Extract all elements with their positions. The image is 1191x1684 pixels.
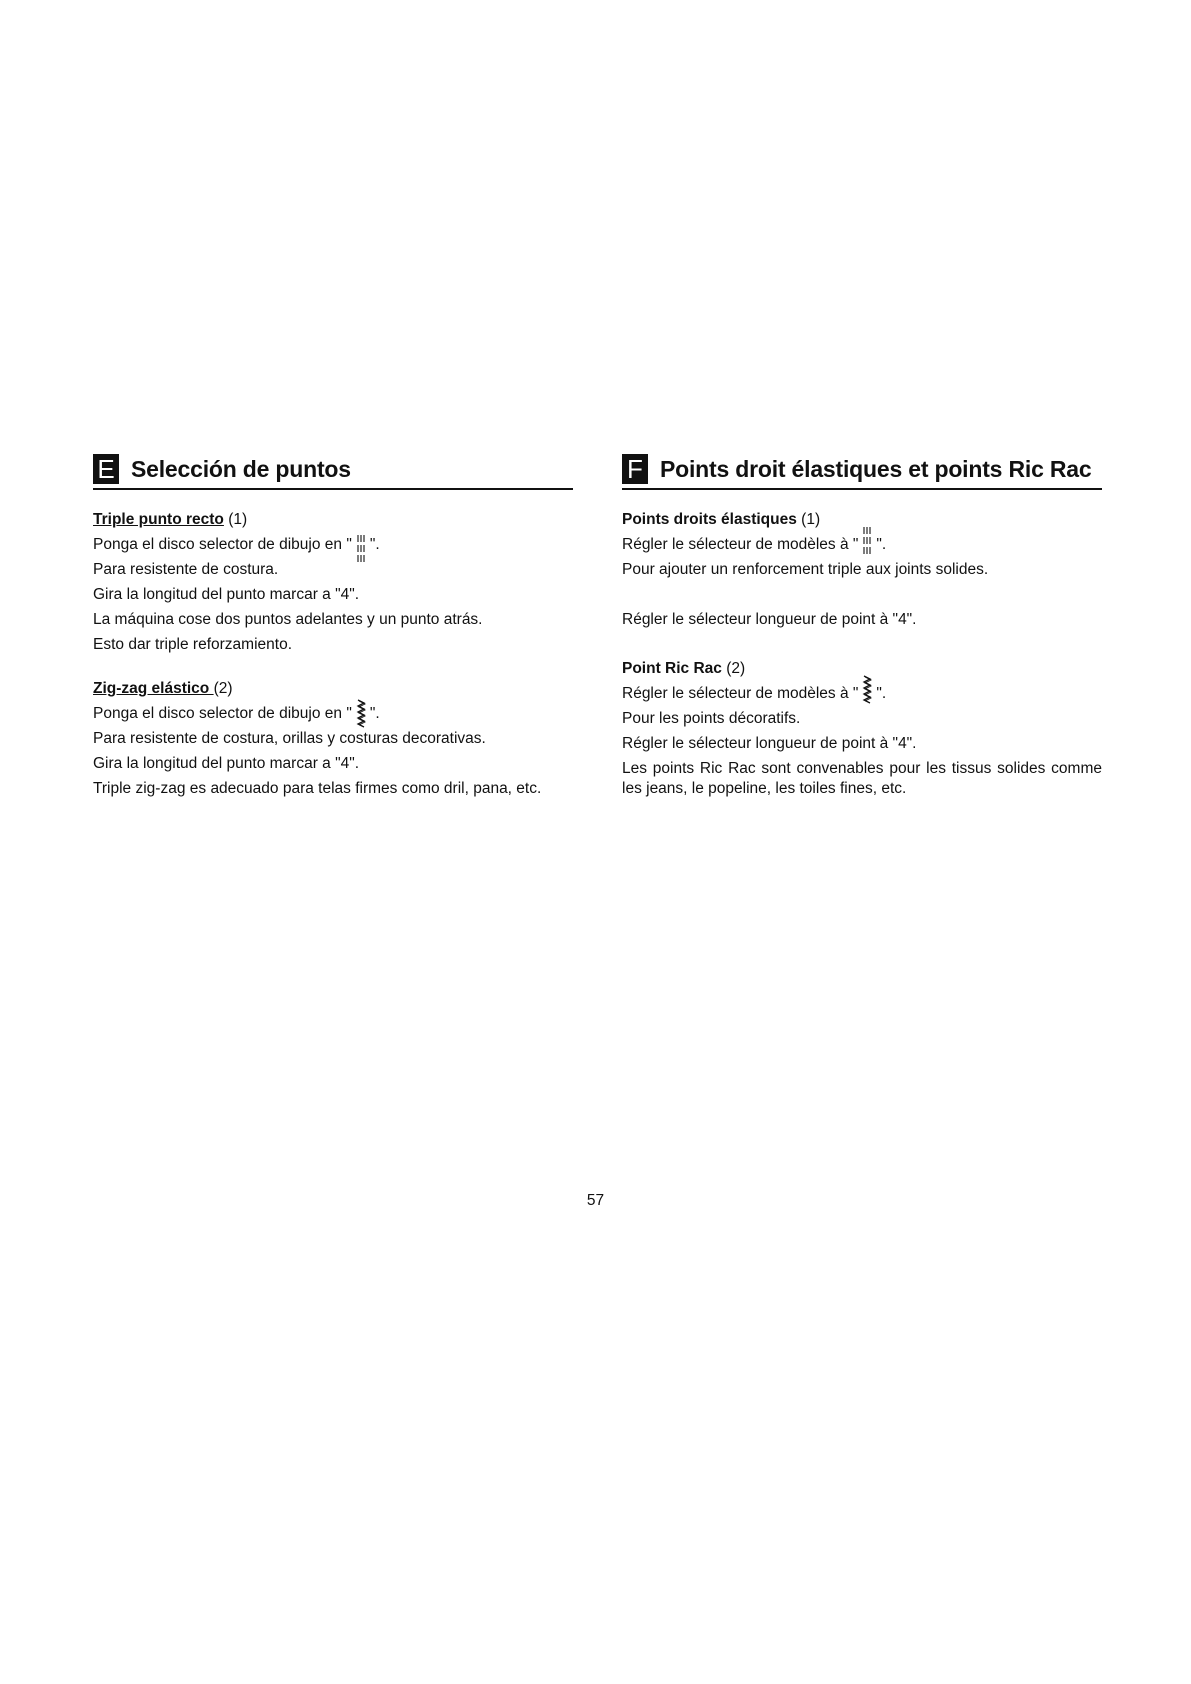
select-text-pre: Ponga el disco selector de dibujo en " — [93, 705, 352, 722]
select-text-pre: Régler le sélecteur de modèles à " — [622, 536, 859, 553]
spacer — [622, 635, 1102, 659]
select-text-post: ". — [876, 685, 887, 702]
paragraph-line: Gira la longitud del punto marcar a "4". — [93, 586, 360, 603]
paragraph-line: Pour les points décoratifs. — [622, 710, 801, 727]
section-e-badge: E — [93, 454, 119, 484]
section-e-title: Selección de puntos — [131, 455, 351, 482]
section-e-header — [93, 452, 573, 490]
zigzag-block-es — [93, 679, 573, 799]
zigzag-heading: Zig-zag elástico — [93, 680, 214, 697]
straight-select-line — [622, 535, 1102, 555]
paragraph-line: Para resistente de costura, orillas y costuras decorativas. — [93, 730, 486, 747]
paragraph-text: Triple zig-zag es adecuado para telas firmes como dril, pana, etc. — [93, 780, 542, 797]
paragraph-line: Para resistente de costura. — [93, 561, 279, 578]
zigzag-heading-line — [93, 679, 573, 699]
triple-straight-ref: (1) — [223, 511, 248, 528]
paragraph-text: Les points Ric Rac sont convenables pour les tissus solides comme les jeans, le popeline, les toiles fines, etc. — [622, 760, 1102, 797]
ric-rac-block-fr — [622, 659, 1102, 799]
triple-straight-stitch-icon — [356, 536, 366, 554]
triple-straight-heading: Triple punto recto — [93, 511, 224, 528]
paragraph-line: Pour ajouter un renforcement triple aux joints solides. — [622, 561, 989, 578]
straight-heading: Points droits élastiques — [622, 511, 797, 528]
ric-rac-stitch-icon — [356, 705, 366, 723]
triple-straight-block-fr — [622, 510, 1102, 630]
section-f-badge: F — [622, 454, 648, 484]
paragraph-line: Gira la longitud del punto marcar a "4". — [93, 755, 360, 772]
select-text-post: ". — [369, 705, 380, 722]
page-number: 57 — [586, 1192, 605, 1209]
ricrac-ref: (2) — [721, 660, 746, 677]
select-text-post: ". — [369, 536, 380, 553]
zigzag-select-line — [93, 704, 573, 724]
straight-ref: (1) — [796, 511, 821, 528]
section-f-header — [622, 452, 1102, 490]
paragraph-line: Régler le sélecteur longueur de point à "4". — [622, 611, 917, 628]
triple-straight-block-es — [93, 510, 573, 655]
section-f-title: Points droit élastiques et points Ric Rac — [660, 455, 1092, 482]
ricrac-heading: Point Ric Rac — [622, 660, 722, 677]
blank-line — [622, 585, 1102, 605]
paragraph-line: La máquina cose dos puntos adelantes y un punto atrás. — [93, 611, 483, 628]
select-text-pre: Ponga el disco selector de dibujo en " — [93, 536, 352, 553]
zigzag-ref: (2) — [213, 680, 233, 697]
select-text-pre: Régler le sélecteur de modèles à " — [622, 685, 859, 702]
paragraph-line: Esto dar triple reforzamiento. — [93, 636, 293, 653]
section-e — [93, 452, 573, 823]
triple-straight-select-line — [93, 535, 573, 555]
triple-straight-stitch-icon — [862, 536, 872, 554]
ric-rac-stitch-icon — [862, 685, 872, 703]
triple-straight-heading-line — [93, 510, 573, 530]
ricrac-select-line — [622, 684, 1102, 704]
paragraph-line: Régler le sélecteur longueur de point à "4". — [622, 735, 917, 752]
select-text-post: ". — [876, 536, 887, 553]
section-f — [622, 452, 1102, 823]
